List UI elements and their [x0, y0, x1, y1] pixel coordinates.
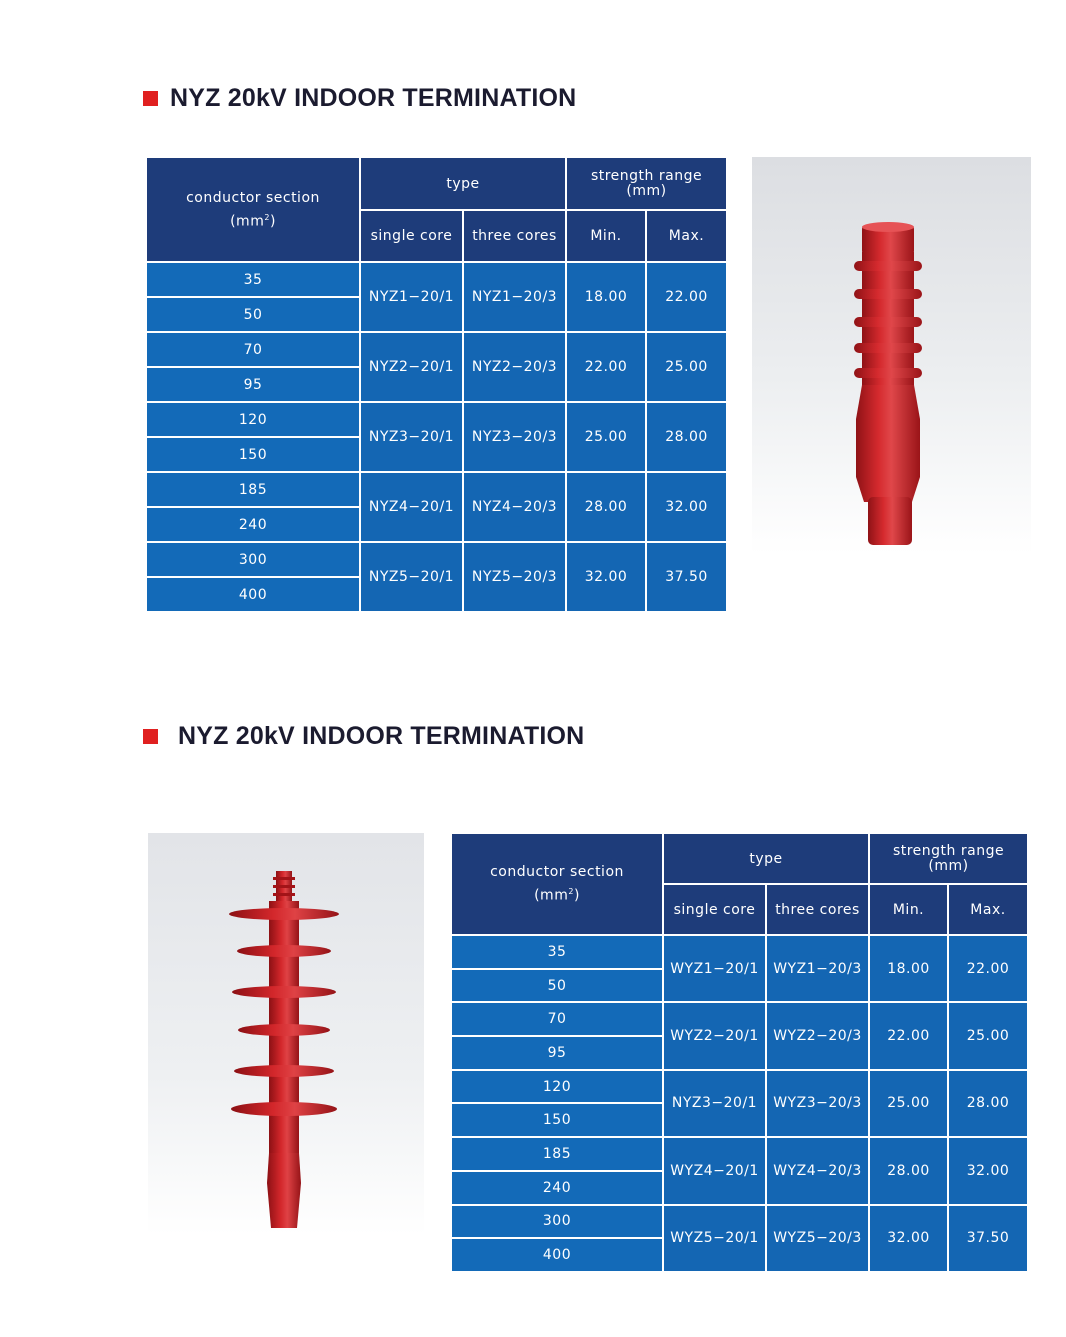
- cell-conductor-section: 400: [451, 1238, 663, 1272]
- cell-conductor-section: 185: [451, 1137, 663, 1171]
- cell-min: 22.00: [566, 332, 646, 402]
- header-conductor-section: conductor section $(mm^2)$: [451, 833, 663, 935]
- cell-min: 28.00: [869, 1137, 948, 1204]
- cell-max: 37.50: [646, 542, 727, 612]
- header-three-cores: three cores: [766, 884, 869, 935]
- table-2-body: [451, 935, 1028, 1272]
- cell-conductor-section: 400: [146, 577, 360, 612]
- header-conductor-section: conductor section $(mm^2)$: [146, 157, 360, 262]
- cell-max: 32.00: [948, 1137, 1028, 1204]
- cell-conductor-section: 120: [146, 402, 360, 437]
- red-square-bullet-icon: [143, 729, 158, 744]
- cell-three-cores: WYZ5−20/3: [766, 1205, 869, 1273]
- cell-conductor-section: 240: [451, 1171, 663, 1205]
- cell-min: 28.00: [566, 472, 646, 542]
- cell-conductor-section: 185: [146, 472, 360, 507]
- header-single-core: single core: [663, 884, 766, 935]
- cell-single-core: WYZ5−20/1: [663, 1205, 766, 1273]
- cell-single-core: NYZ3−20/1: [663, 1070, 766, 1137]
- table-row: [451, 1070, 1028, 1104]
- table-row: [451, 1205, 1028, 1239]
- cell-min: 32.00: [566, 542, 646, 612]
- cell-conductor-section: 300: [146, 542, 360, 577]
- cell-single-core: WYZ1−20/1: [663, 935, 766, 1002]
- cell-conductor-section: 300: [451, 1205, 663, 1239]
- cell-conductor-section: 150: [146, 437, 360, 472]
- cell-max: 28.00: [646, 402, 727, 472]
- cell-three-cores: WYZ2−20/3: [766, 1002, 869, 1069]
- header-min: Min.: [869, 884, 948, 935]
- cell-max: 28.00: [948, 1070, 1028, 1137]
- header-max: Max.: [948, 884, 1028, 935]
- cell-conductor-section: 120: [451, 1070, 663, 1104]
- cell-max: 22.00: [948, 935, 1028, 1002]
- header-strength-range: strength range (mm): [566, 157, 727, 210]
- table-row: [146, 542, 727, 577]
- cell-three-cores: NYZ4−20/3: [463, 472, 566, 542]
- cell-three-cores: NYZ5−20/3: [463, 542, 566, 612]
- cell-conductor-section: 240: [146, 507, 360, 542]
- cell-conductor-section: 50: [451, 969, 663, 1003]
- cell-conductor-section: 35: [451, 935, 663, 969]
- table-row: [451, 1137, 1028, 1171]
- cell-three-cores: WYZ1−20/3: [766, 935, 869, 1002]
- header-type: type: [663, 833, 869, 884]
- red-square-bullet-icon: [143, 91, 158, 106]
- cell-single-core: NYZ4−20/1: [360, 472, 463, 542]
- cell-conductor-section: 95: [451, 1036, 663, 1070]
- header-type: type: [360, 157, 566, 210]
- table-row: [451, 1002, 1028, 1036]
- cell-conductor-section: 70: [146, 332, 360, 367]
- cell-min: 18.00: [566, 262, 646, 332]
- table-row: [146, 472, 727, 507]
- indoor-termination-photo: [752, 157, 1031, 555]
- table-row: [146, 402, 727, 437]
- table-row: [146, 332, 727, 367]
- outdoor-termination-photo: [148, 833, 424, 1235]
- table-row: [146, 262, 727, 297]
- cell-min: 32.00: [869, 1205, 948, 1273]
- cell-max: 25.00: [646, 332, 727, 402]
- cell-single-core: WYZ2−20/1: [663, 1002, 766, 1069]
- cell-three-cores: NYZ3−20/3: [463, 402, 566, 472]
- cell-conductor-section: 70: [451, 1002, 663, 1036]
- header-single-core: single core: [360, 210, 463, 262]
- cell-max: 32.00: [646, 472, 727, 542]
- header-strength-range: strength range (mm): [869, 833, 1028, 884]
- section-2-title: NYZ 20kV INDOOR TERMINATION: [178, 722, 585, 750]
- cell-conductor-section: 150: [451, 1103, 663, 1137]
- cell-conductor-section: 95: [146, 367, 360, 402]
- cell-single-core: NYZ2−20/1: [360, 332, 463, 402]
- cell-max: 25.00: [948, 1002, 1028, 1069]
- table-1-body: [146, 262, 727, 612]
- table-row: [451, 935, 1028, 969]
- header-min: Min.: [566, 210, 646, 262]
- header-max: Max.: [646, 210, 727, 262]
- cell-three-cores: NYZ2−20/3: [463, 332, 566, 402]
- cell-three-cores: WYZ4−20/3: [766, 1137, 869, 1204]
- cell-conductor-section: 50: [146, 297, 360, 332]
- cell-single-core: WYZ4−20/1: [663, 1137, 766, 1204]
- cell-single-core: NYZ1−20/1: [360, 262, 463, 332]
- cell-single-core: NYZ3−20/1: [360, 402, 463, 472]
- cell-max: 22.00: [646, 262, 727, 332]
- section-1-title: NYZ 20kV INDOOR TERMINATION: [170, 84, 577, 112]
- cell-conductor-section: 35: [146, 262, 360, 297]
- section-1-heading: [143, 84, 576, 113]
- header-three-cores: three cores: [463, 210, 566, 262]
- spec-table-2: [450, 832, 1029, 1273]
- cell-min: 18.00: [869, 935, 948, 1002]
- cell-single-core: NYZ5−20/1: [360, 542, 463, 612]
- cell-min: 25.00: [869, 1070, 948, 1137]
- section-2-heading: [143, 722, 584, 751]
- cell-max: 37.50: [948, 1205, 1028, 1273]
- cell-min: 22.00: [869, 1002, 948, 1069]
- cell-three-cores: NYZ1−20/3: [463, 262, 566, 332]
- spec-table-1: [145, 156, 728, 613]
- cell-min: 25.00: [566, 402, 646, 472]
- cell-three-cores: WYZ3−20/3: [766, 1070, 869, 1137]
